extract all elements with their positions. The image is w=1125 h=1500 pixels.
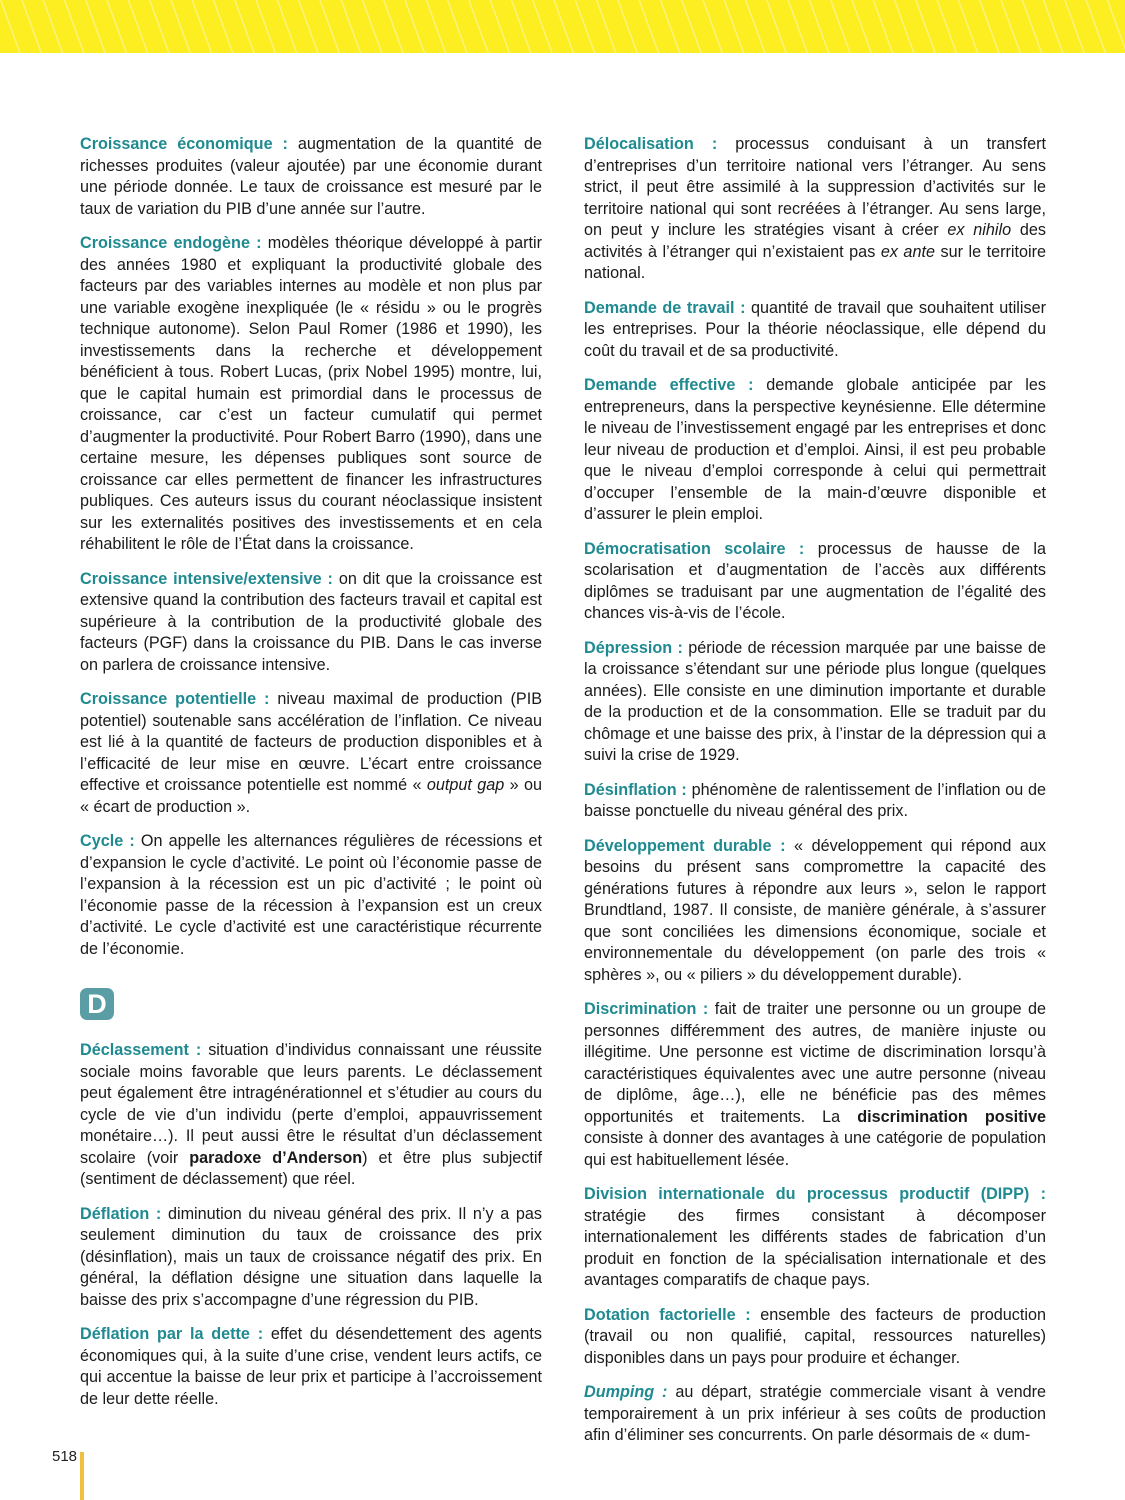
glossary-entry <box>584 780 1046 823</box>
glossary-term: Délocalisation : <box>584 135 718 153</box>
definition-text: fait de traiter une personne ou un groupe de personnes différemment des autres, de manière injuste ou illégitime. Une personne est victime de discrimination lorsqu’à caractéristiques équivalentes avec une autre personne (niveau de diplôme, âge…), elle ne bénéficie pas des mêmes opportunités et traitements. La <box>584 1000 1047 1126</box>
definition-text: » ou « écart de production ». <box>80 776 542 816</box>
definition-text: diminution du niveau général des prix. Il n’y a pas seulement diminution du taux de croissance des prix (désinflation), mais un taux de croissance négatif des prix. En général, la déflation désigne une situation dans laquelle la baisse des prix s’accompagne d’une régression du PIB. <box>80 1204 542 1309</box>
glossary-term: Déclassement : <box>80 1041 202 1059</box>
glossary-term: Déflation par la dette : <box>80 1325 264 1343</box>
right-column <box>584 134 1046 1460</box>
glossary-entry <box>584 836 1046 987</box>
glossary-term: Cycle : <box>80 832 135 850</box>
definition-text: stratégie des firmes consistant à décomposer internationalement les différents stades de fabrication d’un produit en fonction de la spécialisation internationale et des avantages comparatifs de chaque pays. <box>584 1206 1046 1289</box>
glossary-entry <box>584 375 1046 526</box>
definition-text: ensemble des facteurs de production (travail ou non qualifié, capital, ressources naturelles) disponibles dans un pays pour produire et échanger. <box>584 1305 1046 1367</box>
definition-text: On appelle les alternances régulières de récessions et d’expansion le cycle d’activité. Le point où l’économie passe de l’expansion à la récession est un pic d’activité ; le point où l’économie passe de la récession à l’expansion est un creux d’activité. Le cycle d’activité est une caractéristique récurrente de l’économie. <box>80 832 542 958</box>
definition-text: période de récession marquée par une baisse de la croissance s’étendant sur une période plus longue (quelques années). Elle consiste en une diminution importante et durable de la production et de la consommation. Elle se traduit par du chômage et une baisse des prix, à l’instar de la dépression qui a suivi la crise de 1929. <box>584 638 1046 764</box>
definition-text: situation d’individus connaissant une réussite sociale moins favorable que leurs parents. Le déclassement peut également être intragénérationnel et s’étudier au cours du cycle de vie d’un individu (perte d’emploi, appauvrissement monétaire…). Il peut aussi être le résultat d’un déclassement scolaire (voir <box>80 1041 542 1167</box>
glossary-entry <box>80 1204 542 1312</box>
glossary-entry <box>584 999 1046 1171</box>
page-number: 518 <box>52 1448 78 1465</box>
definition-text: processus de hausse de la scolarisation et d’augmentation de l’accès aux différents diplômes se traduisant par une augmentation de l’égalité des chances vis-à-vis de l’école. <box>584 539 1046 622</box>
emphasized-text: ex ante <box>880 242 935 261</box>
definition-text: phénomène de ralentissement de l’inflation ou de baisse ponctuelle du niveau général des prix. <box>584 780 1047 820</box>
definition-text: niveau maximal de production (PIB potentiel) soutenable sans accélération de l’inflation. Ce niveau est lié à la quantité de facteurs de production disponibles et à l’efficacité de leur mise en œuvre. L’écart entre croissance effective et croissance potentielle est nommé « <box>80 690 543 794</box>
glossary-term: Développement durable : <box>584 836 786 855</box>
glossary-entry <box>80 831 542 960</box>
definition-text: on dit que la croissance est extensive quand la contribution des facteurs travail et capital est supérieure à la contribution de la productivité globale des facteurs (PGF) dans la croissance du PIB. Dans le cas inverse on parlera de croissance intensive. <box>80 569 543 674</box>
glossary-term: Dépression : <box>584 638 683 657</box>
glossary-entry <box>584 638 1046 767</box>
glossary-term: Dumping : <box>584 1383 668 1401</box>
glossary-term: Demande de travail : <box>584 298 746 317</box>
glossary-entry <box>584 134 1046 285</box>
glossary-term: Déflation : <box>80 1204 162 1223</box>
glossary-entry <box>80 233 542 556</box>
header-stripe-band <box>0 0 1125 53</box>
glossary-entry <box>584 539 1046 625</box>
definition-text: effet du désendettement des agents économiques qui, à la suite d’une crise, vendent leurs actifs, ce qui accentue la baisse de leur prix et participe à l’accroissement de leur dette réelle. <box>80 1325 542 1408</box>
glossary-entry <box>80 569 542 677</box>
definition-text: modèles théorique développé à partir des années 1980 et expliquant la productivité globale des facteurs par des variables internes au modèle et non plus par une variable exogène inexpliquée (le « résidu » ou le progrès technique autonome). Selon Paul Romer (1986 et 1990), les investissements dans la recherche et développement bénéficient à tous. Robert Lucas, (prix Nobel 1995) montre, lui, que le capital humain est primordial dans le processus de croissance, car c’est un facteur cumulatif qui permet d’augmenter la productivité. Pour Robert Barro (1990), dans une certaine mesure, les dépenses publiques sont source de croissance car elles permettent de financer les infrastructures publiques. Ces auteurs issus du courant néoclassique insistent sur les externalités positives des investissements et en cela réhabilitent le rôle de l’État dans la croissance. <box>80 234 542 553</box>
glossary-term: Démocratisation scolaire : <box>584 539 805 558</box>
glossary-entry <box>80 689 542 818</box>
definition-text: quantité de travail que souhaitent utiliser les entreprises. Pour la théorie néoclassique, elle dépend du coût du travail et de sa productivité. <box>584 298 1046 360</box>
definition-text: demande globale anticipée par les entrepreneurs, dans la perspective keynésienne. Elle détermine le niveau de l’investissement engagé par les entreprises et donc leur niveau de production et d’emploi. Ainsi, il est peu probable que le niveau d’emploi corresponde à celui qui permettrait d’occuper l’ensemble de la main-d’œuvre disponible et d’assurer le plein emploi. <box>584 376 1046 523</box>
definition-text: sur le territoire national. <box>584 242 1046 282</box>
glossary-entry <box>584 1184 1046 1292</box>
glossary-entry <box>80 134 542 220</box>
emphasized-text: paradoxe d’Anderson <box>189 1148 363 1167</box>
page-number-bar <box>80 1452 84 1500</box>
section-letter-badge: D <box>80 988 114 1020</box>
glossary-term: Demande effective : <box>584 376 754 394</box>
emphasized-text: ex nihilo <box>947 221 1012 239</box>
glossary-entry <box>80 1324 542 1410</box>
definition-text: « développement qui répond aux besoins du présent sans compromettre la capacité des générations futures à répondre aux leurs », selon le rapport Brundtland, 1987. Il consiste, de manière générale, à s’assurer que sont conciliées les dimensions économique, sociale et environnementale du développement (on parle des trois « sphères », ou « piliers » du développement durable). <box>584 836 1046 984</box>
definition-text: consiste à donner des avantages à une catégorie de population qui est habituellement lésée. <box>584 1129 1046 1169</box>
glossary-term: Croissance endogène : <box>80 234 262 252</box>
glossary-term: Croissance économique : <box>80 135 288 153</box>
emphasized-text: output gap <box>426 776 505 794</box>
glossary-list-c <box>80 134 542 960</box>
emphasized-text: discrimination positive <box>857 1107 1046 1126</box>
glossary-term: Croissance potentielle : <box>80 690 270 708</box>
glossary-entry <box>584 1382 1046 1447</box>
glossary-term: Croissance intensive/extensive : <box>80 569 333 588</box>
definition-text: ) et être plus subjectif (sentiment de déclassement) que réel. <box>80 1148 542 1188</box>
left-column <box>80 134 542 1423</box>
glossary-list-d-right <box>584 134 1046 1447</box>
definition-text: au départ, stratégie commerciale visant à vendre temporairement à un prix inférieur à ses coûts de production afin d’éliminer ses concurrents. On parle désormais de « dum- <box>584 1383 1046 1444</box>
glossary-entry <box>584 298 1046 363</box>
glossary-list-d-left <box>80 1040 542 1410</box>
glossary-entry <box>80 1040 542 1191</box>
glossary-term: Discrimination : <box>584 1000 709 1018</box>
glossary-term: Division internationale du processus productif (DIPP) : <box>584 1185 1046 1203</box>
definition-text: augmentation de la quantité de richesses produites (valeur ajoutée) par une économie durant une période donnée. Le taux de croissance est mesuré par le taux de variation du PIB d’une année sur l’autre. <box>80 135 542 218</box>
glossary-term: Dotation factorielle : <box>584 1305 751 1324</box>
definition-text: des activités à l’étranger qui n’existaient pas <box>584 221 1046 261</box>
definition-text: processus conduisant à un transfert d’entreprises d’un territoire national vers l’étranger. Au sens strict, il peut être assimilé à la suppression d’activités sur le territoire national qui sont recréées à l’étranger. Au sens large, on peut y inclure les stratégies visant à créer <box>584 135 1047 239</box>
glossary-term: Désinflation : <box>584 780 687 799</box>
glossary-entry <box>584 1305 1046 1370</box>
